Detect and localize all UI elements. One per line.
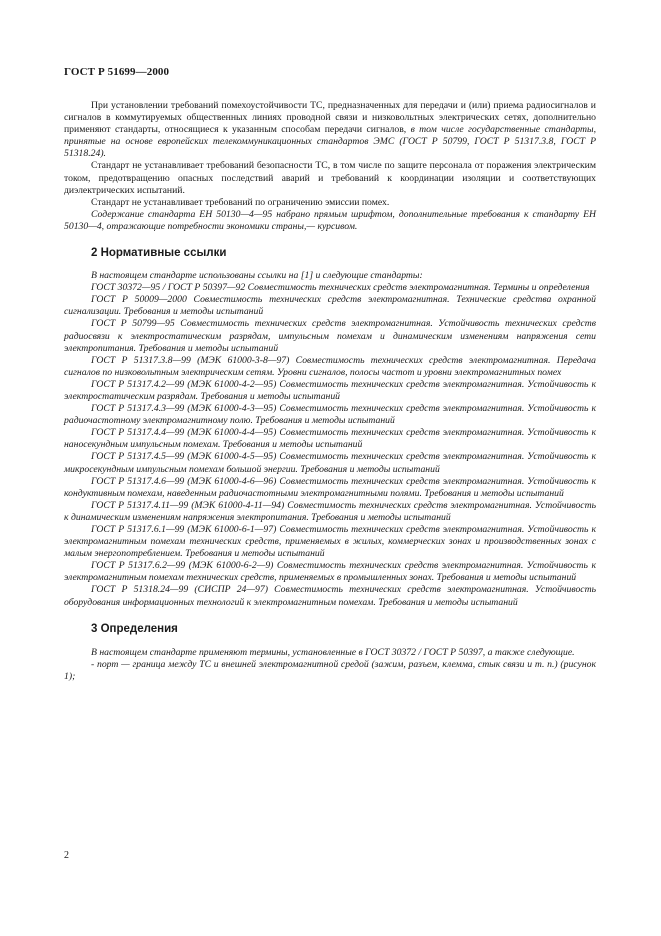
page-number: 2 [64, 850, 69, 861]
reference-item: ГОСТ Р 51317.4.5—99 (МЭК 61000-4-5—95) Совместимость технических средств электромагнитная. Устойчивость к микросекундным импульсным помехам большой энергии. Требования и методы испытаний [64, 451, 596, 475]
reference-item: ГОСТ Р 51317.6.2—99 (МЭК 61000-6-2—9) Совместимость технических средств электромагнитная. Устойчивость к электромагнитным помехам технических средств, применяемых в промышленных зонах. Требования и методы испытаний [64, 560, 596, 584]
reference-item: ГОСТ Р 51317.6.1—99 (МЭК 61000-6-1—97) Совместимость технических средств электромагнитная. Устойчивость к электромагнитным помехам технических средств, применяемых в жилых, коммерческих зонах и производственных зонах с малым энергопотреблением. Требования и методы испытаний [64, 524, 596, 560]
intro-p1-italic-text: в том числе государственные стандарты, принятые на основе европейских телекоммуникационных стандартов ЭМС (ГОСТ Р 50799, ГОСТ Р 51317.3.8, ГОСТ Р 51318.24). [64, 124, 596, 160]
intro-paragraph-4: Содержание стандарта ЕН 50130—4—95 набрано прямым шрифтом, дополнительные требования к стандарту ЕН 50130—4, отражающие потребности экономики страны,— курсивом. [64, 208, 596, 232]
references-list [64, 270, 596, 609]
reference-item: ГОСТ Р 51317.4.6—99 (МЭК 61000-4-6—96) Совместимость технических средств электромагнитная. Устойчивость к кондуктивным помехам, наведенным радиочастотными электромагнитными полями. Требования и методы испытаний [64, 475, 596, 499]
intro-paragraph-3: Стандарт не устанавливает требований по ограничению эмиссии помех. [91, 196, 390, 208]
intro-paragraph-2: Стандарт не устанавливает требований безопасности ТС, в том числе по защите персонала от поражения электрическим током, предотвращению опасных последствий аварий и требований к координации изоляции и соответствующих диэлектрических испытаний. [64, 160, 596, 196]
reference-item: ГОСТ Р 51317.4.4—99 (МЭК 61000-4-4—95) Совместимость технических средств электромагнитная. Устойчивость к наносекундным импульсным помехам. Требования и методы испытаний [64, 427, 596, 451]
definitions-lead: В настоящем стандарте применяют термины, установленные в ГОСТ 30372 / ГОСТ Р 50397, а также следующие. [91, 646, 575, 658]
section-3-heading: 3 Определения [91, 622, 178, 635]
reference-item: ГОСТ 30372—95 / ГОСТ Р 50397—92 Совместимость технических средств электромагнитная. Термины и определения [91, 282, 590, 294]
document-page [64, 66, 596, 683]
reference-item: ГОСТ Р 51317.3.8—99 (МЭК 61000-3-8—97) Совместимость технических средств электромагнитная. Передача сигналов по низковольтным электрическим сетям. Уровни сигналов, полосы частот и уровни электромагнитных помех [64, 354, 596, 378]
section-2-heading: 2 Нормативные ссылки [91, 247, 227, 260]
reference-item: ГОСТ Р 51317.4.11—99 (МЭК 61000-4-11—94) Совместимость технических средств электромагнитная. Устойчивость к динамическим изменениям напряжения электропитания. Требования и методы испытаний [64, 499, 596, 523]
reference-item: ГОСТ Р 51317.4.3—99 (МЭК 61000-4-3—95) Совместимость технических средств электромагнитная. Устойчивость к радиочастотному электромагнитному полю. Требования и методы испытаний [64, 403, 596, 427]
reference-item: ГОСТ Р 50009—2000 Совместимость технических средств электромагнитная. Технические средства охранной сигнализации. Требования и методы испытаний [64, 294, 596, 318]
intro-p1-text: При установлении требований помехоустойчивости ТС, предназначенных для передачи и (или) приема радиосигналов и сигналов в коммутируемых общественных линиях проводной связи и низковольтных электрических сетях, дополнительно применяют стандарты, относящиеся к указанным способам передачи сигналов, [64, 100, 596, 136]
references-lead: В настоящем стандарте использованы ссылки на [1] и следующие стандарты: [91, 270, 423, 282]
definition-item: - порт — граница между ТС и внешней электромагнитной средой (зажим, разъем, клемма, стык связи и т. п.) (рисунок 1); [64, 658, 596, 682]
document-header: ГОСТ Р 51699—2000 [64, 66, 170, 78]
intro-paragraph-1 [64, 100, 596, 160]
reference-item: ГОСТ Р 51318.24—99 (СИСПР 24—97) Совместимость технических средств электромагнитная. Устойчивость оборудования информационных технологий к электромагнитным помехам. Требования и методы испытаний [64, 584, 596, 608]
reference-item: ГОСТ Р 51317.4.2—99 (МЭК 61000-4-2—95) Совместимость технических средств электромагнитная. Устойчивость к электростатическим разрядам. Требования и методы испытаний [64, 378, 596, 402]
reference-item: ГОСТ Р 50799—95 Совместимость технических средств электромагнитная. Устойчивость технических средств радиосвязи к электростатическим разрядам, импульсным помехам и динамическим изменениям напряжения сети электропитания. Требования и методы испытаний [64, 318, 596, 354]
